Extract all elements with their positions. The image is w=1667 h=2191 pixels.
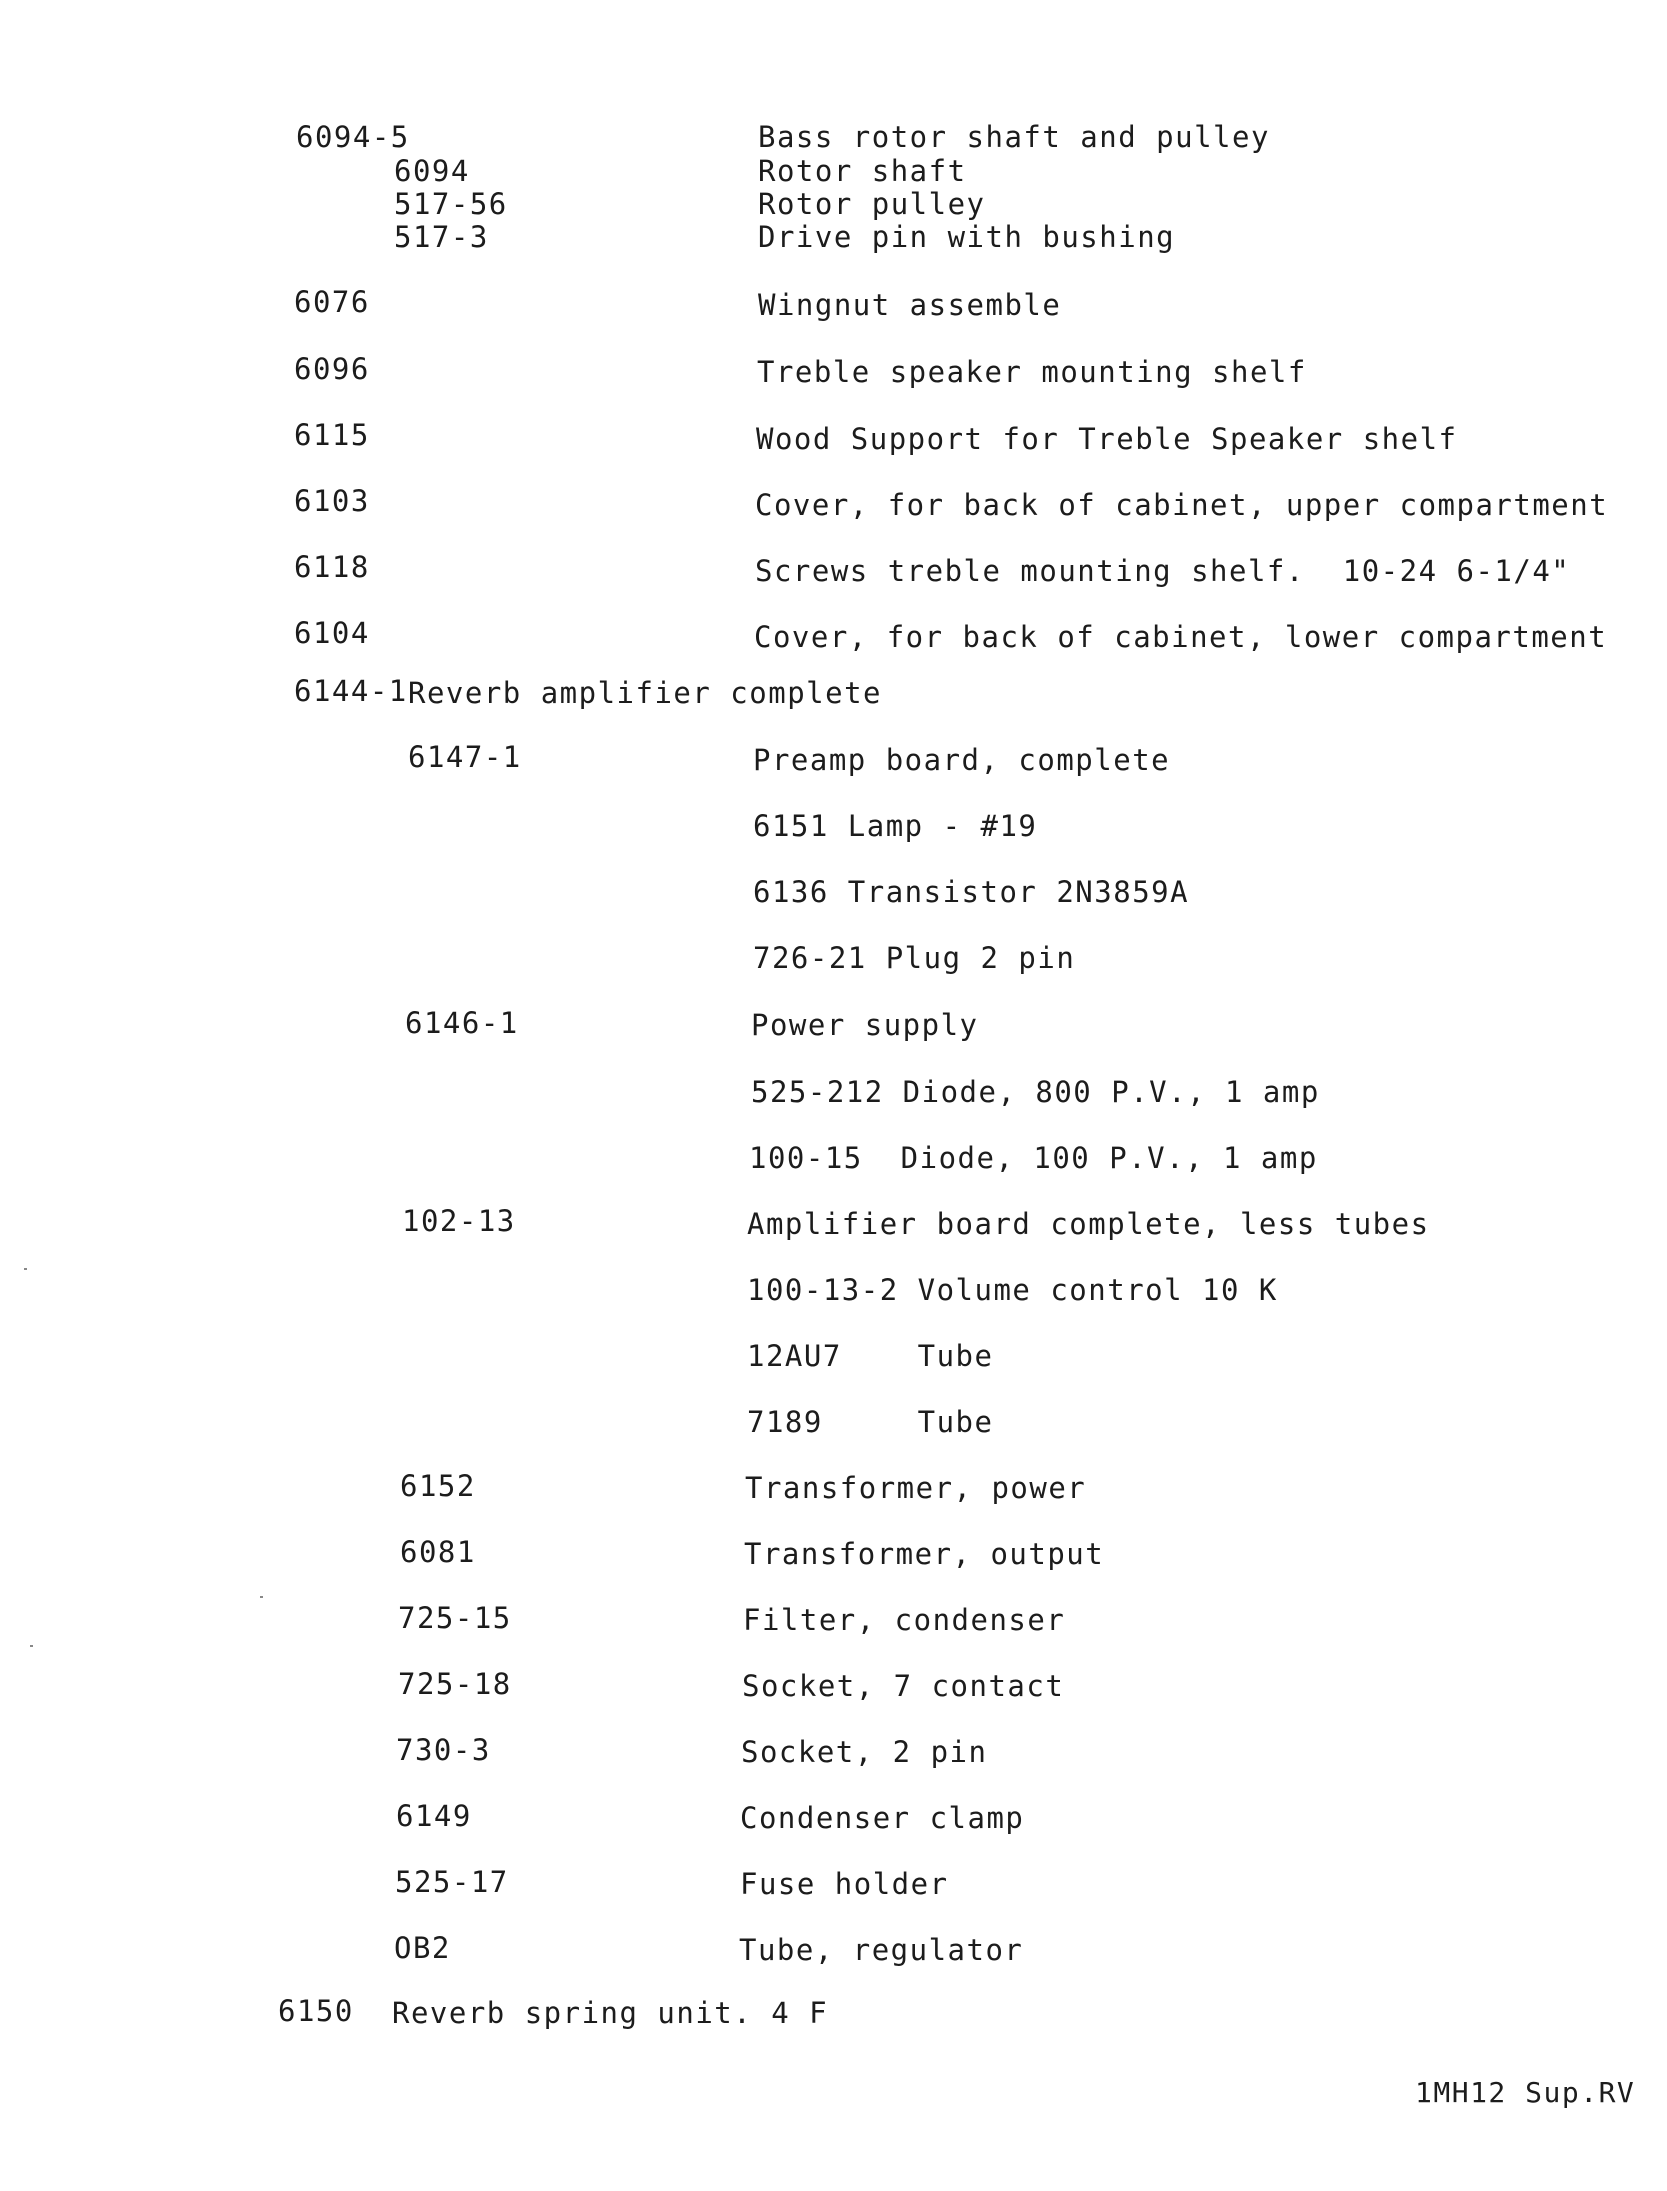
part-description: Fuse holder bbox=[740, 1867, 949, 1901]
part-number: 6076 bbox=[294, 285, 370, 319]
part-description: 12AU7 Tube bbox=[747, 1339, 994, 1373]
part-description: Socket, 7 contact bbox=[742, 1669, 1065, 1703]
part-description: 726-21 Plug 2 pin bbox=[753, 941, 1076, 975]
part-number: 102-13 bbox=[402, 1204, 516, 1238]
part-description: Filter, condenser bbox=[743, 1603, 1066, 1637]
part-number: OB2 bbox=[394, 1931, 451, 1965]
part-number: 725-18 bbox=[398, 1667, 512, 1701]
part-description: Drive pin with bushing bbox=[758, 220, 1176, 254]
document-code: 1MH12 Sup.RV bbox=[1415, 2076, 1636, 2109]
part-description: Power supply bbox=[751, 1008, 979, 1042]
part-number: 6104 bbox=[294, 616, 370, 650]
part-description: Condenser clamp bbox=[740, 1801, 1025, 1835]
part-description: Cover, for back of cabinet, lower compartment bbox=[754, 620, 1608, 654]
part-description: Wingnut assemble bbox=[758, 288, 1062, 322]
part-description: Cover, for back of cabinet, upper compartment bbox=[755, 488, 1609, 522]
part-number: 6152 bbox=[400, 1469, 476, 1503]
part-number: 525-17 bbox=[395, 1865, 509, 1899]
scan-speck bbox=[24, 1268, 27, 1270]
part-description: Tube, regulator bbox=[739, 1933, 1024, 1967]
scan-speck bbox=[260, 1596, 263, 1598]
part-description: Reverb spring unit. 4 F bbox=[392, 1996, 829, 2030]
part-description: 100-13-2 Volume control 10 K bbox=[747, 1273, 1278, 1307]
part-number: 6144-1 bbox=[294, 674, 408, 708]
part-number: 6147-1 bbox=[408, 740, 522, 774]
part-description: Treble speaker mounting shelf bbox=[757, 355, 1307, 389]
part-number: 6103 bbox=[294, 484, 370, 518]
part-description: Transformer, output bbox=[744, 1537, 1105, 1571]
part-number: 6096 bbox=[294, 352, 370, 386]
part-description: 525-212 Diode, 800 P.V., 1 amp bbox=[751, 1075, 1320, 1109]
part-number: 6081 bbox=[400, 1535, 476, 1569]
part-description: 7189 Tube bbox=[747, 1405, 994, 1439]
part-description: Reverb amplifier complete bbox=[408, 676, 882, 710]
part-description: Preamp board, complete bbox=[753, 743, 1171, 777]
part-description: Rotor pulley bbox=[758, 187, 986, 221]
part-description: Screws treble mounting shelf. 10-24 6-1/4" bbox=[755, 554, 1571, 588]
part-number: 517-3 bbox=[394, 220, 489, 254]
part-number: 6115 bbox=[294, 418, 370, 452]
part-description: Transformer, power bbox=[745, 1471, 1087, 1505]
part-number: 6149 bbox=[396, 1799, 472, 1833]
part-description: 6151 Lamp - #19 bbox=[753, 809, 1038, 843]
part-number: 6094 bbox=[394, 154, 470, 188]
part-description: Wood Support for Treble Speaker shelf bbox=[756, 422, 1458, 456]
scan-speck bbox=[30, 1645, 33, 1647]
part-description: Socket, 2 pin bbox=[741, 1735, 988, 1769]
part-number: 6094-5 bbox=[296, 120, 410, 154]
part-description: 6136 Transistor 2N3859A bbox=[753, 875, 1190, 909]
part-number: 6150 bbox=[278, 1994, 354, 2028]
part-description: Amplifier board complete, less tubes bbox=[747, 1207, 1430, 1241]
part-description: Bass rotor shaft and pulley bbox=[758, 120, 1270, 154]
part-number: 6118 bbox=[294, 550, 370, 584]
part-number: 6146-1 bbox=[405, 1006, 519, 1040]
part-description: 100-15 Diode, 100 P.V., 1 amp bbox=[749, 1141, 1318, 1175]
part-number: 725-15 bbox=[398, 1601, 512, 1635]
part-number: 517-56 bbox=[394, 187, 508, 221]
part-number: 730-3 bbox=[396, 1733, 491, 1767]
part-description: Rotor shaft bbox=[758, 154, 967, 188]
